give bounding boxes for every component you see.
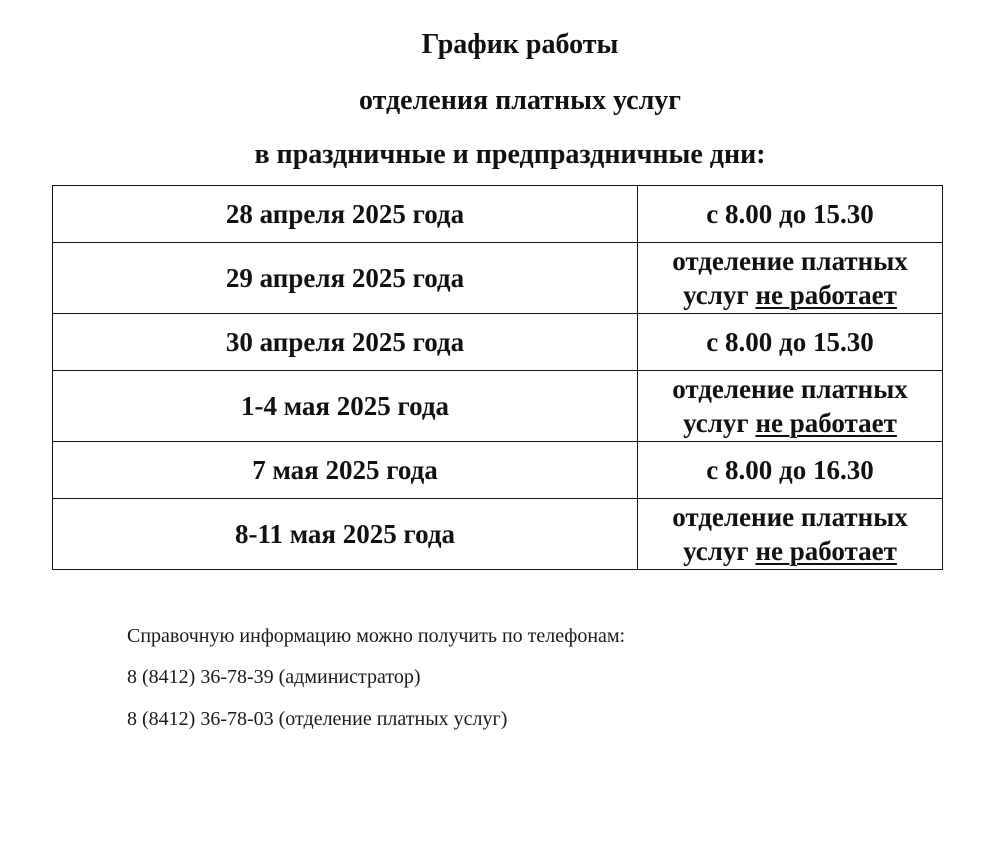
closed-note-prefix: отделение платных услуг [672, 374, 908, 438]
closed-note-underlined: не работает [755, 536, 897, 566]
closed-cell [638, 243, 943, 314]
closed-note-prefix: отделение платных услуг [672, 246, 908, 310]
hours-cell: с 8.00 до 15.30 [638, 314, 943, 371]
closed-note-underlined: не работает [755, 408, 897, 438]
hours-cell: с 8.00 до 15.30 [638, 186, 943, 243]
table-row [53, 186, 943, 243]
date-cell: 8-11 мая 2025 года [53, 499, 638, 570]
table-row [53, 499, 943, 570]
phone-administrator: 8 (8412) 36-78-39 (администратор) [127, 666, 421, 688]
closed-cell [638, 499, 943, 570]
table-row [53, 314, 943, 371]
table-row [53, 243, 943, 314]
date-cell: 28 апреля 2025 года [53, 186, 638, 243]
date-cell: 1-4 мая 2025 года [53, 371, 638, 442]
page-subtitle: отделения платных услуг [358, 85, 681, 116]
closed-cell [638, 371, 943, 442]
hours-cell: с 8.00 до 16.30 [638, 442, 943, 499]
date-cell: 7 мая 2025 года [53, 442, 638, 499]
page-subtitle-days: в праздничные и предпраздничные дни: [254, 139, 766, 170]
date-cell: 29 апреля 2025 года [53, 243, 638, 314]
closed-note-prefix: отделение платных услуг [672, 502, 908, 566]
page-title: График работы [421, 29, 619, 60]
closed-note [642, 372, 938, 440]
date-cell: 30 апреля 2025 года [53, 314, 638, 371]
closed-note-underlined: не работает [755, 280, 897, 310]
table-row [53, 442, 943, 499]
phone-paid-services: 8 (8412) 36-78-03 (отделение платных услуг) [127, 708, 508, 730]
table-row [53, 371, 943, 442]
closed-note [642, 244, 938, 312]
closed-note [642, 500, 938, 568]
schedule-table [52, 185, 943, 570]
info-heading: Справочную информацию можно получить по телефонам: [127, 625, 626, 647]
